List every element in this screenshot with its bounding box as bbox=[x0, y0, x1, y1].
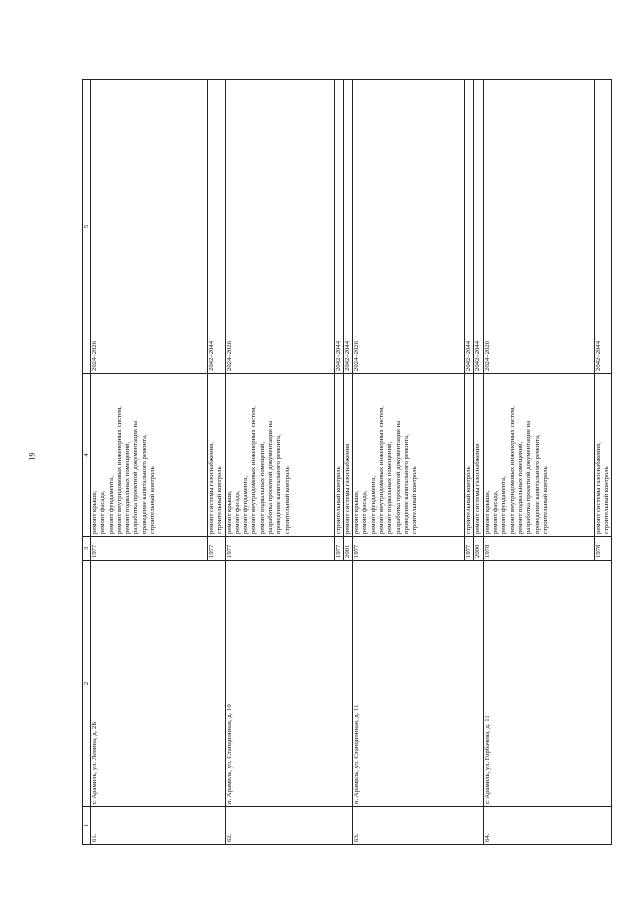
entry-address: г. Арамиль, ул. Ленина, д. 2Б bbox=[91, 561, 226, 807]
work-item: разработка проектной документации на bbox=[525, 420, 533, 534]
work-item: ремонт фасада, bbox=[99, 490, 107, 534]
column-number-cell: 2 bbox=[83, 561, 91, 807]
repair-period: 2042–2044 bbox=[474, 80, 483, 374]
work-item: проведение капитального ремонта, bbox=[140, 434, 148, 534]
construction-year: 2001 bbox=[343, 537, 352, 561]
work-item: ремонт фундамента, bbox=[107, 476, 115, 534]
column-number-row bbox=[83, 80, 91, 845]
table-row bbox=[483, 80, 594, 845]
construction-year: 1977 bbox=[225, 537, 334, 561]
repair-period: 2024–2026 bbox=[353, 80, 465, 374]
work-description bbox=[91, 374, 208, 537]
repair-period: 2042–2044 bbox=[334, 80, 343, 374]
repair-period: 2024–2026 bbox=[91, 80, 208, 374]
column-number-cell: 4 bbox=[83, 374, 91, 537]
work-item: ремонт фундамента, bbox=[369, 476, 377, 534]
repair-period: 2024–2026 bbox=[225, 80, 334, 374]
work-item: проведение капитального ремонта, bbox=[275, 434, 283, 534]
work-item: строительный контроль bbox=[216, 466, 224, 534]
work-description bbox=[343, 374, 352, 537]
work-item: ремонт фасада, bbox=[233, 490, 241, 534]
work-item: ремонт фасада, bbox=[492, 490, 500, 534]
work-description bbox=[334, 374, 343, 537]
entry-address: п. Арамиль, ул. Станционная, д. 11 bbox=[353, 561, 484, 807]
work-item: строительный контроль bbox=[603, 466, 611, 534]
construction-year: 1977 bbox=[334, 537, 343, 561]
work-item: строительный контроль bbox=[283, 466, 291, 534]
work-item: ремонт системы газоснабжения bbox=[343, 443, 351, 534]
table-row bbox=[353, 80, 465, 845]
work-description bbox=[225, 374, 334, 537]
column-number-cell: 3 bbox=[83, 537, 91, 561]
work-item: ремонт подвальных помещений, bbox=[124, 441, 132, 534]
work-item: разработка проектной документации на bbox=[132, 420, 140, 534]
construction-year: 1977 bbox=[208, 537, 226, 561]
work-description bbox=[208, 374, 226, 537]
work-item: ремонт внутридомовых инженерных систем, bbox=[115, 406, 123, 534]
construction-year: 1977 bbox=[353, 537, 465, 561]
rotated-content bbox=[82, 80, 611, 845]
work-item: ремонт крыши, bbox=[225, 490, 233, 534]
work-description bbox=[465, 374, 474, 537]
construction-year: 1977 bbox=[465, 537, 474, 561]
work-item: строительный контроль bbox=[465, 466, 473, 534]
work-item: ремонт системы газоснабжения, bbox=[594, 442, 602, 534]
column-number-cell: 5 bbox=[83, 80, 91, 374]
work-item: строительный контроль bbox=[541, 466, 549, 534]
work-item: разработка проектной документации на bbox=[267, 420, 275, 534]
work-item: ремонт системы газоснабжения, bbox=[208, 442, 215, 534]
repair-period: 2042–2044 bbox=[594, 80, 612, 374]
page-number: 19 bbox=[27, 452, 37, 461]
work-description bbox=[483, 374, 594, 537]
work-description bbox=[594, 374, 612, 537]
entry-address: г. Арамиль, ул. Горбачева, д. 11 bbox=[483, 561, 612, 807]
work-item: ремонт фасада, bbox=[361, 490, 369, 534]
repair-period: 2042–2044 bbox=[343, 80, 352, 374]
work-item: ремонт внутридомовых инженерных систем, bbox=[508, 406, 516, 534]
work-item: строительный контроль bbox=[334, 466, 342, 534]
repair-schedule-table bbox=[82, 79, 612, 845]
work-item: ремонт подвальных помещений, bbox=[516, 441, 524, 534]
table-row bbox=[91, 80, 208, 845]
table-row bbox=[225, 80, 334, 845]
construction-year: 1977 bbox=[91, 537, 208, 561]
work-item: ремонт подвальных помещений, bbox=[258, 441, 266, 534]
work-description bbox=[353, 374, 465, 537]
work-item: ремонт фундамента, bbox=[500, 476, 508, 534]
table-body bbox=[83, 80, 612, 845]
work-item: ремонт крыши, bbox=[483, 490, 491, 534]
work-item: строительный контроль bbox=[411, 466, 419, 534]
repair-period: 2042–2044 bbox=[208, 80, 226, 374]
column-number-cell: 1 bbox=[83, 807, 91, 845]
entry-number: 62. bbox=[225, 807, 353, 845]
work-item: разработка проектной документации на bbox=[394, 420, 402, 534]
work-item: строительный контроль bbox=[149, 466, 157, 534]
work-description bbox=[474, 374, 483, 537]
construction-year: 1978 bbox=[594, 537, 612, 561]
repair-period: 2024–2026 bbox=[483, 80, 594, 374]
work-item: ремонт фундамента, bbox=[242, 476, 250, 534]
work-item: проведение капитального ремонта, bbox=[533, 434, 541, 534]
repair-period: 2042–2044 bbox=[465, 80, 474, 374]
work-item: ремонт внутридомовых инженерных систем, bbox=[378, 406, 386, 534]
construction-year: 1978 bbox=[483, 537, 594, 561]
entry-number: 63. bbox=[353, 807, 484, 845]
entry-address: п. Арамиль, ул. Станционная, д. 10 bbox=[225, 561, 353, 807]
construction-year: 2000 bbox=[474, 537, 483, 561]
entry-number: 61. bbox=[91, 807, 226, 845]
work-item: ремонт крыши, bbox=[353, 490, 361, 534]
work-item: ремонт крыши, bbox=[91, 490, 98, 534]
work-item: ремонт системы газоснабжения bbox=[474, 443, 482, 534]
work-item: ремонт подвальных помещений, bbox=[386, 441, 394, 534]
entry-number: 64. bbox=[483, 807, 612, 845]
work-item: проведение капитального ремонта, bbox=[402, 434, 410, 534]
rotated-page bbox=[82, 80, 611, 845]
work-item: ремонт внутридомовых инженерных систем, bbox=[250, 406, 258, 534]
